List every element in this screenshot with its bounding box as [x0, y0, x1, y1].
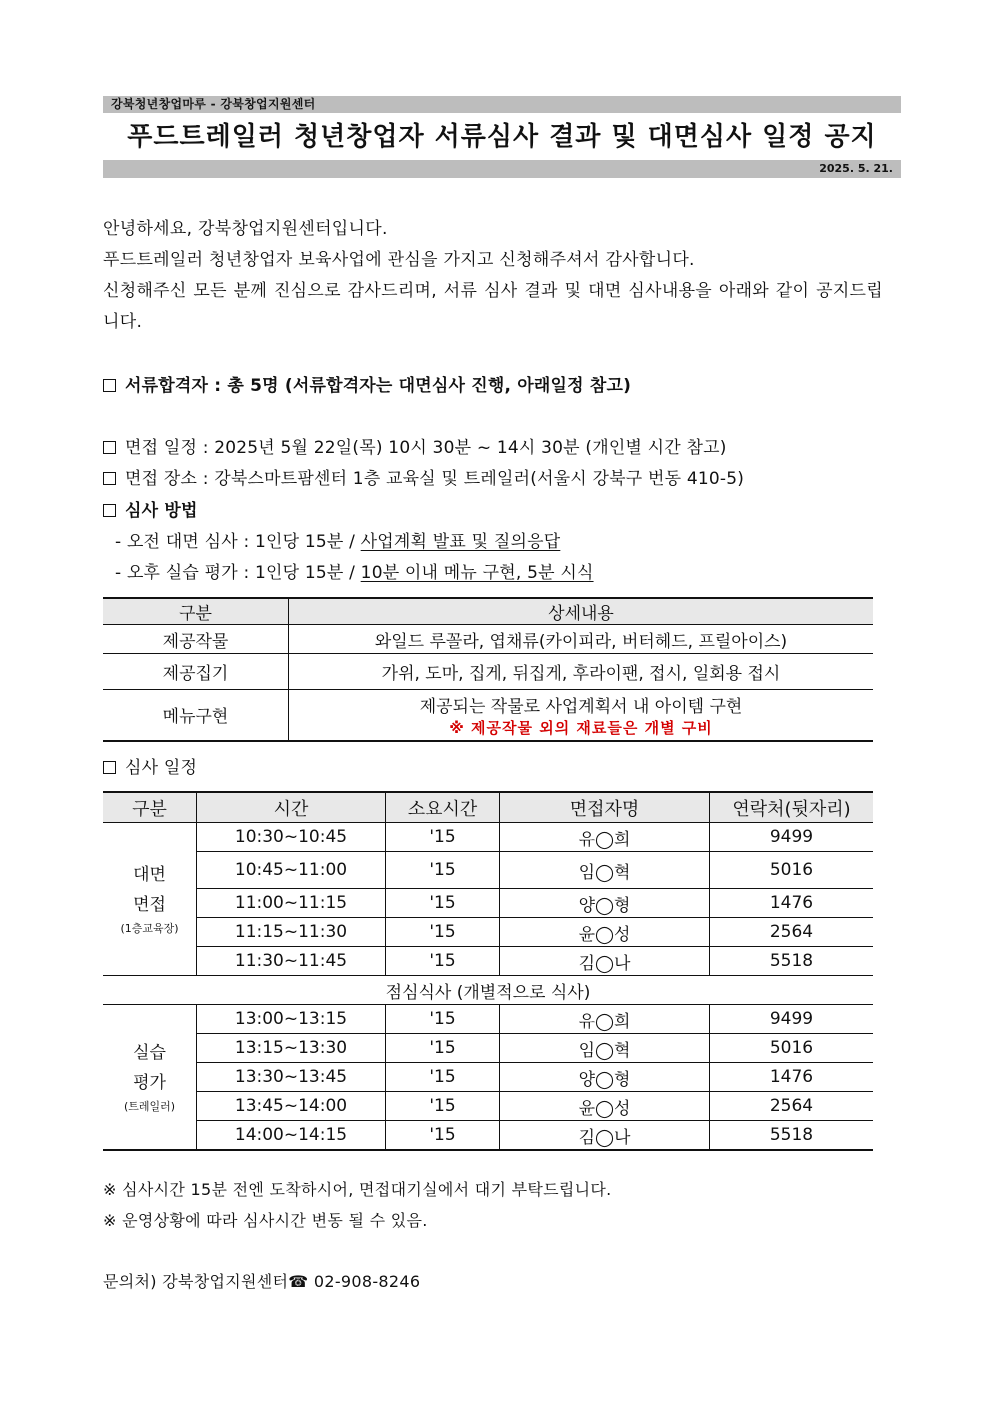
table-row	[103, 947, 873, 976]
table-header-row	[103, 792, 873, 823]
lunch-row	[103, 976, 873, 1005]
duration-cell: '15	[386, 1121, 500, 1151]
row-label: 메뉴구현	[103, 690, 289, 741]
phone-cell: 2564	[710, 918, 874, 947]
checkbox-icon	[103, 761, 116, 774]
notice-date: 2025. 5. 21.	[103, 160, 901, 178]
contact-info: 문의처) 강북창업지원센터☎ 02-908-8246	[103, 1272, 421, 1291]
time-cell: 14:00~14:15	[197, 1121, 386, 1151]
note-arrival: ※ 심사시간 15분 전엔 도착하시어, 면접대기실에서 대기 부탁드립니다.	[103, 1180, 612, 1199]
time-cell: 13:00~13:15	[197, 1005, 386, 1034]
table-row	[103, 690, 873, 741]
time-cell: 10:45~11:00	[197, 852, 386, 889]
intro-paragraph	[103, 214, 883, 338]
table-header-cell: 상세내용	[289, 598, 874, 625]
checkbox-icon	[103, 472, 116, 485]
phone-cell: 9499	[710, 823, 874, 852]
group-pm-sub: (트레일러)	[123, 1100, 176, 1113]
method-heading	[103, 497, 198, 525]
name-cell: 김◯나	[500, 947, 710, 976]
duration-cell: '15	[386, 1063, 500, 1092]
phone-cell: 5016	[710, 852, 874, 889]
duration-cell: '15	[386, 947, 500, 976]
time-cell: 11:30~11:45	[197, 947, 386, 976]
table-row	[103, 852, 873, 889]
method-pm	[115, 559, 594, 587]
checkbox-icon	[103, 504, 116, 517]
duration-cell: '15	[386, 823, 500, 852]
intro-line-2: 푸드트레일러 청년창업자 보육사업에 관심을 가지고 신청해주셔서 감사합니다.	[103, 250, 695, 270]
page-title: 푸드트레일러 청년창업자 서류심사 결과 및 대면심사 일정 공지	[127, 122, 877, 152]
name-cell: 임◯혁	[500, 852, 710, 889]
method-am-text: - 오전 대면 심사 : 1인당 15분 /	[115, 532, 361, 552]
phone-cell: 2564	[710, 1092, 874, 1121]
table-header-cell: 면접자명	[500, 792, 710, 823]
row-label: 제공집기	[103, 654, 289, 690]
method-pm-detail: 10분 이내 메뉴 구현, 5분 시식	[360, 563, 594, 583]
table-header-cell: 연락처(뒷자리)	[710, 792, 874, 823]
duration-cell: '15	[386, 1005, 500, 1034]
row-content: 가위, 도마, 집게, 뒤집게, 후라이팬, 접시, 일회용 접시	[289, 654, 874, 690]
duration-cell: '15	[386, 918, 500, 947]
table-header-cell: 구분	[103, 598, 289, 625]
name-cell: 임◯혁	[500, 1034, 710, 1063]
duration-cell: '15	[386, 1034, 500, 1063]
name-cell: 윤◯성	[500, 918, 710, 947]
detail-table	[103, 597, 873, 742]
row-label: 제공작물	[103, 625, 289, 654]
name-cell: 유◯희	[500, 823, 710, 852]
group-pm	[103, 1005, 197, 1151]
time-cell: 11:15~11:30	[197, 918, 386, 947]
phone-cell: 9499	[710, 1005, 874, 1034]
intro-line-3: 신청해주신 모든 분께 진심으로 감사드리며, 서류 심사 결과 및 대면 심사내용을 아래와 같이 공지드립니다.	[103, 281, 883, 332]
table-row	[103, 918, 873, 947]
method-heading-text: 심사 방법	[125, 501, 198, 521]
lunch-cell: 점심식사 (개별적으로 식사)	[103, 976, 873, 1005]
table-row	[103, 654, 873, 690]
method-am-detail: 사업계획 발표 및 질의응답	[360, 532, 561, 552]
name-cell: 김◯나	[500, 1121, 710, 1151]
table-row	[103, 1121, 873, 1151]
phone-cell: 1476	[710, 1063, 874, 1092]
name-cell: 양◯형	[500, 889, 710, 918]
intro-line-1: 안녕하세요, 강북창업지원센터입니다.	[103, 219, 388, 239]
group-am-line2: 면접	[133, 895, 166, 915]
method-am	[115, 528, 560, 556]
name-cell: 윤◯성	[500, 1092, 710, 1121]
row-content-note: ※ 제공작물 외의 재료들은 개별 구비	[449, 718, 713, 737]
checkbox-icon	[103, 379, 116, 392]
phone-cell: 5518	[710, 1121, 874, 1151]
note-change: ※ 운영상황에 따라 심사시간 변동 될 수 있음.	[103, 1211, 428, 1230]
duration-cell: '15	[386, 1092, 500, 1121]
phone-cell: 1476	[710, 889, 874, 918]
duration-cell: '15	[386, 889, 500, 918]
org-header-bar: 강북청년창업마루 - 강북창업지원센터	[103, 96, 901, 113]
phone-cell: 5016	[710, 1034, 874, 1063]
pass-summary-text: 서류합격자 : 총 5명 (서류합격자는 대면심사 진행, 아래일정 참고)	[125, 376, 632, 396]
table-row	[103, 889, 873, 918]
time-cell: 10:30~10:45	[197, 823, 386, 852]
interview-place	[103, 465, 744, 493]
time-cell: 13:15~13:30	[197, 1034, 386, 1063]
group-am-sub: (1층교육장)	[120, 922, 179, 935]
table-header-row	[103, 598, 873, 625]
row-content: 와일드 루꼴라, 엽채류(카이피라, 버터헤드, 프릴아이스)	[289, 625, 874, 654]
interview-date-text: 면접 일정 : 2025년 5월 22일(목) 10시 30분 ~ 14시 30분 (개인별 시간 참고)	[125, 438, 727, 458]
table-row	[103, 1005, 873, 1034]
schedule-heading	[103, 754, 197, 782]
time-cell: 13:45~14:00	[197, 1092, 386, 1121]
table-row	[103, 625, 873, 654]
time-cell: 13:30~13:45	[197, 1063, 386, 1092]
table-header-cell: 소요시간	[386, 792, 500, 823]
method-pm-text: - 오후 실습 평가 : 1인당 15분 /	[115, 563, 361, 583]
group-am-line1: 대면	[133, 865, 166, 885]
schedule-heading-text: 심사 일정	[125, 758, 198, 778]
name-cell: 유◯희	[500, 1005, 710, 1034]
pass-summary	[103, 372, 631, 400]
table-row	[103, 823, 873, 852]
row-content	[289, 690, 874, 741]
table-row	[103, 1063, 873, 1092]
schedule-table	[103, 791, 873, 1151]
time-cell: 11:00~11:15	[197, 889, 386, 918]
name-cell: 양◯형	[500, 1063, 710, 1092]
table-header-cell: 시간	[197, 792, 386, 823]
group-am	[103, 823, 197, 976]
phone-cell: 5518	[710, 947, 874, 976]
group-pm-line1: 실습	[133, 1043, 166, 1063]
checkbox-icon	[103, 441, 116, 454]
interview-date	[103, 434, 727, 462]
table-row	[103, 1092, 873, 1121]
group-pm-line2: 평가	[133, 1073, 166, 1093]
row-content-text: 제공되는 작물로 사업계획서 내 아이템 구현	[419, 696, 743, 717]
duration-cell: '15	[386, 852, 500, 889]
table-row	[103, 1034, 873, 1063]
table-header-cell: 구분	[103, 792, 197, 823]
interview-place-text: 면접 장소 : 강북스마트팜센터 1층 교육실 및 트레일러(서울시 강북구 번동 410-5)	[125, 469, 745, 489]
